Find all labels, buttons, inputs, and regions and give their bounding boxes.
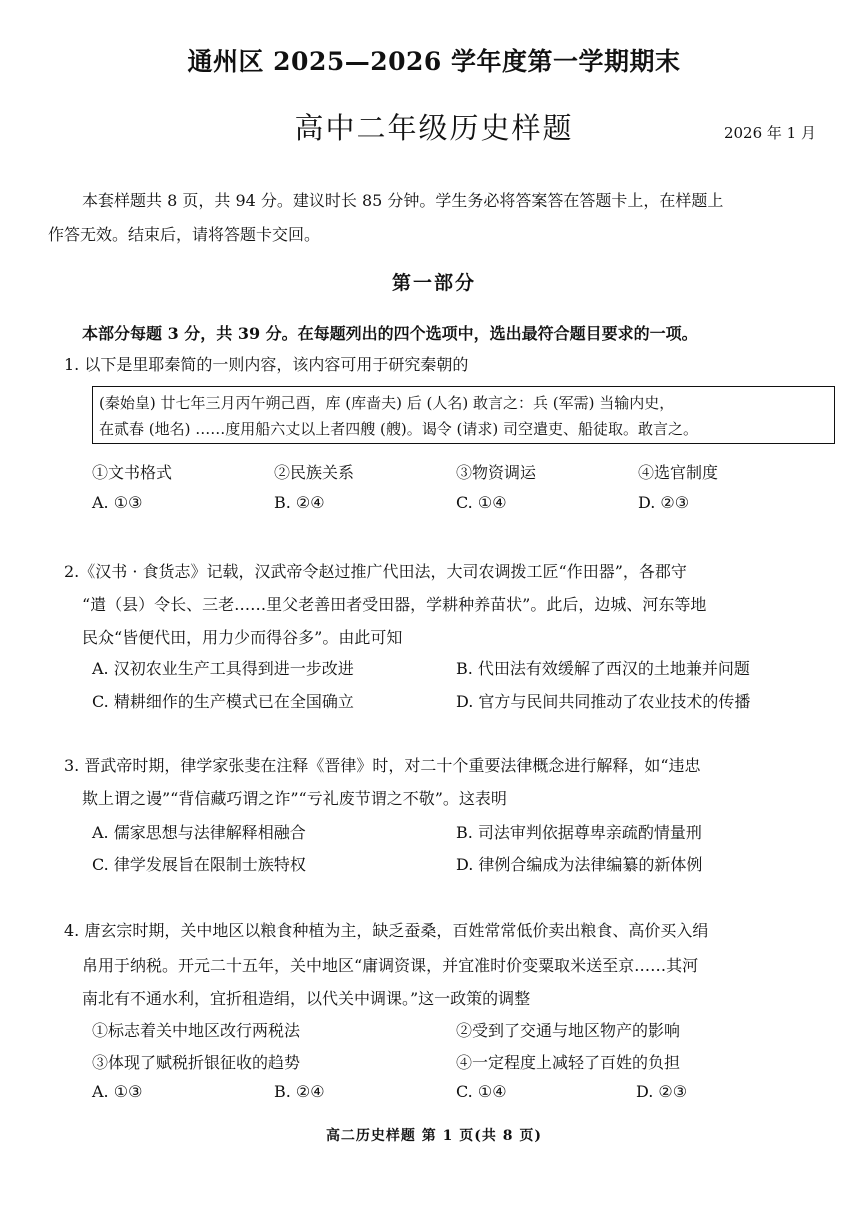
q4-item-3: ③体现了赋税折银征收的趋势 (92, 1053, 301, 1072)
q4-line-3: 南北有不通水利，宜折租造绢，以代关中调课。”这一政策的调整 (82, 989, 531, 1008)
q1-item-2: ②民族关系 (274, 463, 355, 482)
exam-date: 2026 年 1 月 (723, 124, 816, 142)
intro-line-1: 本套样题共 8 页，共 94 分。建议时长 85 分钟。学生务必将答案答在答题卡上，在样题上 (82, 191, 724, 210)
q2-option-a: A. 汉初农业生产工具得到进一步改进 (92, 659, 354, 678)
q4-item-4: ④一定程度上减轻了百姓的负担 (456, 1053, 681, 1072)
q2-line-3: 民众“皆便代田，用力少而得谷多”。由此可知 (82, 628, 403, 647)
q1-item-4: ④选官制度 (638, 463, 719, 482)
section-title: 第一部分 (391, 272, 476, 294)
q1-option-b: B. ②④ (274, 493, 325, 512)
q1-quote-line-2: 在贰春 (地名) ……度用船六丈以上者四艘 (艘)。谒令 (请求) 司空遣吏、船徒取。敢言之。 (99, 420, 698, 438)
q3-option-b: B. 司法审判依据尊卑亲疏酌情量刑 (456, 823, 702, 842)
q1-option-c: C. ①④ (456, 493, 507, 512)
q2-option-d: D. 官方与民间共同推动了农业技术的传播 (456, 692, 751, 711)
q2-line-2: “遣（县）令长、三老……里父老善田者受田器，学耕种养苗状”。此后，边城、河东等地 (82, 595, 707, 614)
q1-item-3: ③物资调运 (456, 463, 537, 482)
q2-line-1: 2.《汉书 · 食货志》记载，汉武帝令赵过推广代田法，大司农调拨工匠“作田器”，各郡守 (64, 562, 687, 581)
q4-option-a: A. ①③ (92, 1082, 143, 1101)
exam-title-line1: 通州区 2025—2026 学年度第一学期期末 (187, 47, 681, 76)
q4-option-b: B. ②④ (274, 1082, 325, 1101)
q1-option-d: D. ②③ (638, 493, 690, 512)
q4-item-2: ②受到了交通与地区物产的影响 (456, 1021, 681, 1040)
q4-line-1: 4. 唐玄宗时期，关中地区以粮食种植为主，缺乏蚕桑，百姓常常低价卖出粮食、高价买入绢 (64, 921, 709, 940)
q3-line-2: 欺上谓之谩”“背信藏巧谓之诈”“亏礼废节谓之不敬”。这表明 (82, 789, 507, 808)
q4-line-2: 帛用于纳税。开元二十五年，关中地区“庸调资课，并宜准时价变粟取米送至京……其河 (82, 956, 699, 975)
intro-line-2: 作答无效。结束后，请将答题卡交回。 (48, 225, 321, 244)
q3-option-a: A. 儒家思想与法律解释相融合 (92, 823, 306, 842)
q4-option-c: C. ①④ (456, 1082, 507, 1101)
q2-option-b: B. 代田法有效缓解了西汉的土地兼并问题 (456, 659, 750, 678)
page-footer: 高二历史样题 第 1 页(共 8 页) (325, 1128, 543, 1144)
exam-title-line2: 高中二年级历史样题 (294, 111, 574, 145)
q2-option-c: C. 精耕细作的生产模式已在全国确立 (92, 692, 354, 711)
q3-option-c: C. 律学发展旨在限制士族特权 (92, 855, 306, 874)
section-instruction: 本部分每题 3 分，共 39 分。在每题列出的四个选项中，选出最符合题目要求的一项。 (82, 324, 698, 343)
q4-item-1: ①标志着关中地区改行两税法 (92, 1021, 301, 1040)
q1-quote-box (92, 386, 835, 444)
q3-line-1: 3. 晋武帝时期，律学家张斐在注释《晋律》时，对二十个重要法律概念进行解释，如“违忠 (64, 756, 701, 775)
q4-option-d: D. ②③ (636, 1082, 688, 1101)
q1-option-a: A. ①③ (92, 493, 143, 512)
q3-option-d: D. 律例合编成为法律编纂的新体例 (456, 855, 703, 874)
q1-stem: 1. 以下是里耶秦简的一则内容，该内容可用于研究秦朝的 (64, 355, 469, 374)
q1-quote-line-1: (秦始皇) 廿七年三月丙午朔己酉，库 (库啬夫) 后 (人名) 敢言之：兵 (军需) 当输内史， (99, 394, 675, 412)
q1-item-1: ①文书格式 (92, 463, 173, 482)
